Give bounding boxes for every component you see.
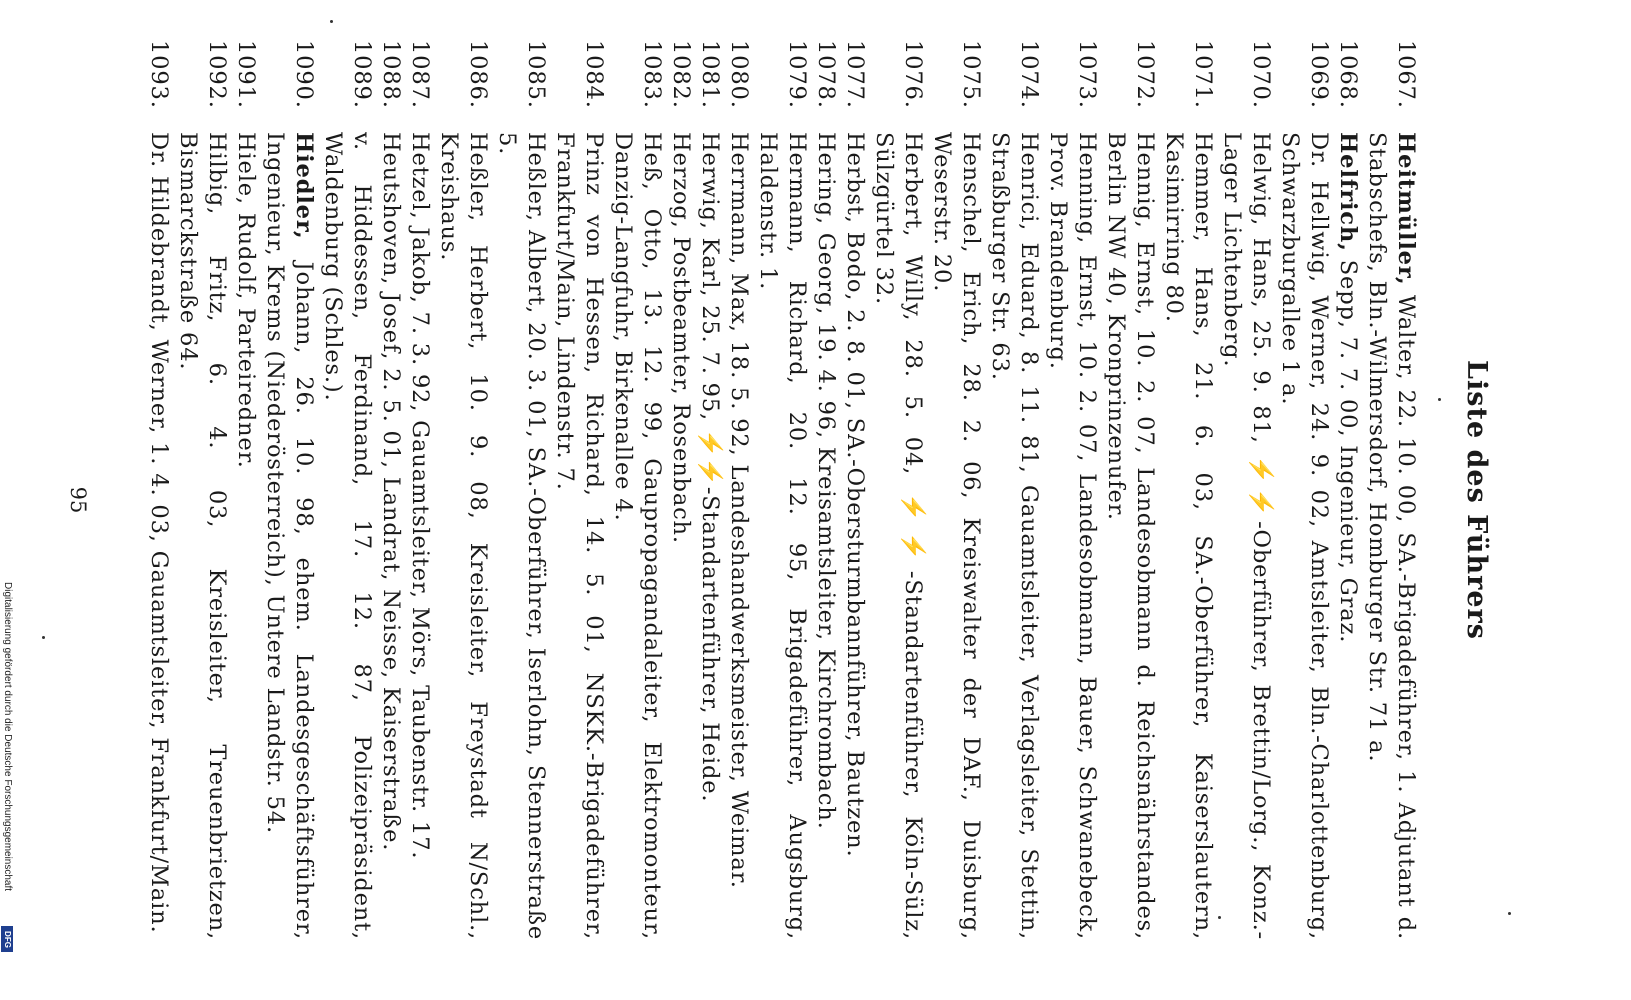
entry-text: Heßler, Albert, 20. 3. 01, SA.-Oberführer, Iserlohn, Stennerstraße 5. <box>494 132 549 940</box>
list-entry <box>173 40 231 940</box>
list-entry <box>840 40 869 940</box>
entry-text: Henschel, Erich, 28. 2. 06, Kreiswalter der DAF., Duisburg, Weserstr. 20. <box>929 132 984 940</box>
entry-number: 1083. <box>639 40 665 109</box>
credit-text: Digitalisierung gefördert durch die Deutsche Forschungsgemeinschaft <box>2 582 13 892</box>
entry-number: 1092. <box>204 40 230 109</box>
entry-number: 1075. <box>958 40 984 109</box>
entry-number: 1076. <box>900 40 926 109</box>
list-entry <box>608 40 666 940</box>
entry-number: 1085. <box>523 40 549 109</box>
list-entry <box>260 40 318 940</box>
entry-text: Hennig, Ernst, 10. 2. 07, Landesobmann d. Reichsnährstandes, Berlin NW 40, Kronprinzenufer. <box>1103 132 1158 940</box>
list-entry <box>724 40 753 940</box>
entry-text: Hilbig, Fritz, 6. 4. 03, Kreisleiter, Treuenbrietzen, Bismarckstraße 64. <box>175 132 230 940</box>
entry-number: 1093. <box>146 40 172 109</box>
entry-text: Sepp, 7. 7. 00, Ingenieur, Graz. <box>1335 259 1361 644</box>
list-entry <box>1275 40 1333 940</box>
scan-speck <box>1438 398 1441 401</box>
entry-text: v. Hiddessen, Ferdinand, 17. 12. 87, Polizeipräsident, Waldenburg (Schles.). <box>320 132 375 940</box>
entry-list <box>144 40 1420 940</box>
entry-name-bold: Hiedler, <box>291 132 317 240</box>
scan-speck <box>42 636 45 639</box>
entry-number: 1081. <box>697 40 723 109</box>
entry-number: 1087. <box>407 40 433 109</box>
entry-number: 1082. <box>668 40 694 109</box>
list-entry <box>869 40 927 940</box>
list-entry <box>666 40 695 940</box>
entry-number: 1070. <box>1248 40 1274 109</box>
list-entry <box>695 40 724 940</box>
list-entry <box>434 40 492 940</box>
entry-number: 1090. <box>291 40 317 109</box>
entry-text: Walter, 22. 10. 00, SA.-Brigadeführer, 1. Adjutant d. Stabschefs, Bln.-Wilmersdorf, Homburger Str. 71 a. <box>1364 132 1419 941</box>
list-entry <box>927 40 985 940</box>
list-entry <box>550 40 608 940</box>
list-entry <box>811 40 840 940</box>
entry-name-bold: Helfrich, <box>1335 132 1361 252</box>
entry-text: Hermann, Richard, 20. 12. 95, Brigadeführer, Augsburg, Haldenstr. 1. <box>755 132 810 940</box>
entry-number: 1074. <box>1016 40 1042 109</box>
entry-text: Herwig, Karl, 25. 7. 95, ⚡⚡-Standartenführer, Heide. <box>697 132 723 803</box>
list-entry <box>376 40 405 940</box>
dfg-logo-text: DFG <box>2 930 12 948</box>
entry-text: Herbert, Willy, 28. 5. 04, ⚡⚡-Standartenführer, Köln-Sülz, Sülzgürtel 32. <box>871 132 926 940</box>
entry-text: Hering, Georg, 19. 4. 96, Kreisamtsleiter, Kirchrombach. <box>813 132 839 830</box>
entry-text: Helwig, Hans, 25. 9. 81, ⚡⚡-Oberführer, Brettin/Lorg., Konz.-Lager Lichtenberg. <box>1219 132 1274 940</box>
entry-text: Dr. Hildebrandt, Werner, 1. 4. 03, Gauamtsleiter, Frankfurt/Main. <box>146 132 172 934</box>
entry-text: Dr. Hellwig, Werner, 24. 9. 02, Amtsleiter, Bln.-Charlottenburg, Schwarzburgallee 1 a. <box>1277 132 1332 940</box>
entry-text: Hiele, Rudolf, Parteiredner. <box>233 132 259 469</box>
list-entry <box>985 40 1043 940</box>
entry-text: Henning, Ernst, 10. 2. 07, Landesobmann, Bauer, Schwanebeck, Prov. Brandenburg. <box>1045 132 1100 940</box>
list-entry <box>1362 40 1420 940</box>
list-entry <box>405 40 434 940</box>
dfg-logo-icon <box>1 926 13 952</box>
entry-text: Heßler, Herbert, 10. 9. 08, Kreisleiter, Freystadt N/Schl., Kreishaus. <box>436 132 491 940</box>
entry-text: Herzog, Postbeamter, Rosenbach. <box>668 132 694 544</box>
list-entry <box>1159 40 1217 940</box>
entry-text: Hemmer, Hans, 21. 6. 03, SA.-Oberführer, Kaiserslautern, Kasimirring 80. <box>1161 132 1216 940</box>
entry-number: 1073. <box>1074 40 1100 109</box>
list-entry <box>318 40 376 940</box>
entry-name-bold: Heitmüller, <box>1393 132 1419 286</box>
entry-number: 1080. <box>726 40 752 109</box>
list-entry <box>1101 40 1159 940</box>
entry-number: 1078. <box>813 40 839 109</box>
list-entry <box>144 40 173 940</box>
entry-text: Herbst, Bodo, 2. 8. 01, SA.-Obersturmbannführer, Bautzen. <box>842 132 868 858</box>
entry-number: 1084. <box>581 40 607 109</box>
entry-text: Johann, 26. 10. 98, ehem. Landesgeschäftsführer, Ingenieur, Krems (Niederösterreich), Untere Landstr. 54. <box>262 132 317 941</box>
entry-number: 1072. <box>1132 40 1158 109</box>
entry-number: 1071. <box>1190 40 1216 109</box>
entry-number: 1079. <box>784 40 810 109</box>
scan-speck <box>1508 912 1511 915</box>
entry-text: Prinz von Hessen, Richard, 14. 5. 01, NSKK.-Brigadeführer, Frankfurt/Main, Lindenstr. 7. <box>552 132 607 940</box>
list-entry <box>753 40 811 940</box>
list-entry <box>1043 40 1101 940</box>
entry-number: 1091. <box>233 40 259 109</box>
entry-number: 1069. <box>1306 40 1332 109</box>
entry-number: 1088. <box>378 40 404 109</box>
list-entry <box>1217 40 1275 940</box>
running-header: Liste des Führers <box>1461 360 1492 640</box>
entry-text: Heutshoven, Josef, 2. 5. 01, Landrat, Neisse, Kaiserstraße. <box>378 132 404 852</box>
page-number: 95 <box>66 486 90 514</box>
entry-number: 1086. <box>465 40 491 109</box>
scan-speck <box>330 20 333 23</box>
list-entry <box>1333 40 1362 940</box>
entry-text: Herrmann, Max, 18. 5. 92, Landeshandwerksmeister, Weimar. <box>726 132 752 889</box>
entry-number: 1077. <box>842 40 868 109</box>
entry-number: 1089. <box>349 40 375 109</box>
entry-text: Hetzel, Jakob, 7. 3. 92, Gauamtsleiter, Mörs, Taubenstr. 17. <box>407 132 433 860</box>
entry-number: 1067. <box>1393 40 1419 109</box>
scan-speck <box>1218 916 1221 919</box>
list-entry <box>492 40 550 940</box>
entry-text: Heß, Otto, 13. 12. 99, Gaupropagandaleiter, Elektromonteur, Danzig-Langfuhr, Birkenallee 4. <box>610 132 665 940</box>
list-entry <box>231 40 260 940</box>
entry-number: 1068. <box>1335 40 1361 109</box>
entry-text: Henrici, Eduard, 8. 11. 81, Gauamtsleiter, Verlagsleiter, Stettin, Straßburger Str. 63. <box>987 132 1042 940</box>
